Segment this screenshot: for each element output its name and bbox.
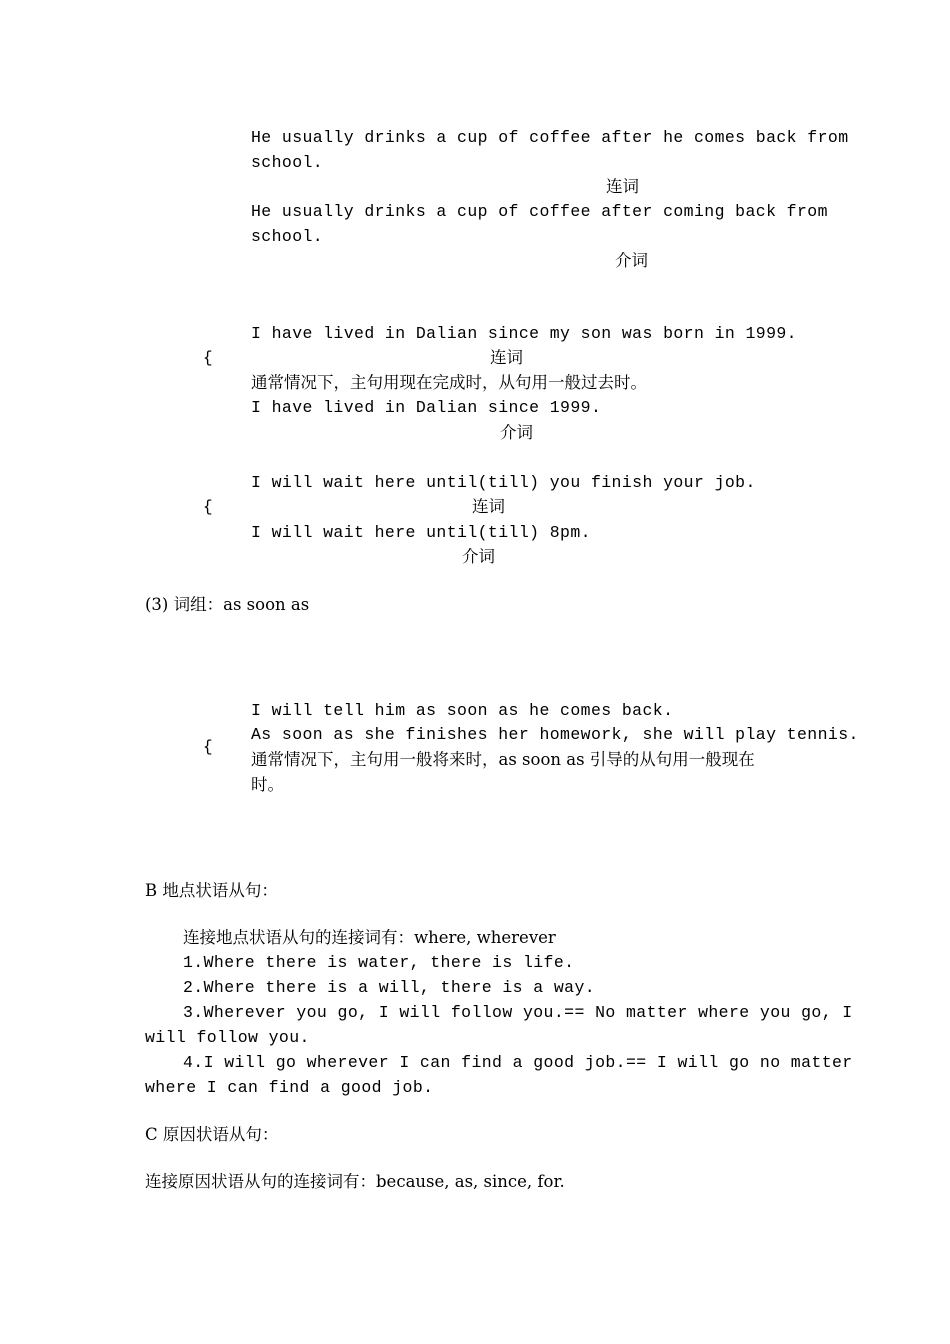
example-sentence: He usually drinks a cup of coffee after coming back from — [251, 202, 828, 221]
list-item: 3.Wherever you go, I will follow you.== No matter where you go, I — [183, 1003, 853, 1022]
example-sentence-continued: school. — [251, 227, 324, 246]
section-heading: (3) 词组：as soon as — [145, 595, 310, 614]
usage-note-continued: 时。 — [251, 775, 284, 794]
conjunction-label: 连词 — [472, 497, 505, 516]
brace: { — [203, 738, 213, 756]
list-item: 1.Where there is water, there is life. — [183, 953, 575, 972]
example-sentence: As soon as she finishes her homework, she will play tennis. — [251, 725, 859, 744]
preposition-label: 介词 — [500, 423, 533, 442]
example-sentence: I will tell him as soon as he comes back. — [251, 701, 674, 720]
example-sentence: He usually drinks a cup of coffee after he comes back from — [251, 128, 849, 147]
usage-note: 通常情况下，主句用一般将来时，as soon as 引导的从句用一般现在 — [251, 750, 755, 769]
conjunction-label: 连词 — [490, 348, 523, 367]
example-sentence: I will wait here until(till) 8pm. — [251, 523, 591, 542]
list-item: 2.Where there is a will, there is a way. — [183, 978, 596, 997]
list-item-continued: where I can find a good job. — [145, 1078, 434, 1097]
brace: { — [203, 498, 213, 516]
section-heading: C 原因状语从句： — [145, 1125, 279, 1144]
example-sentence: I have lived in Dalian since 1999. — [251, 398, 602, 417]
section-heading: B 地点状语从句： — [145, 881, 278, 900]
usage-note: 通常情况下，主句用现在完成时，从句用一般过去时。 — [251, 373, 647, 392]
preposition-label: 介词 — [615, 251, 648, 270]
preposition-label: 介词 — [462, 547, 495, 566]
section-intro: 连接原因状语从句的连接词有：because, as, since, for. — [145, 1172, 565, 1191]
example-sentence-continued: school. — [251, 153, 324, 172]
example-sentence: I have lived in Dalian since my son was born in 1999. — [251, 324, 797, 343]
conjunction-label: 连词 — [606, 177, 639, 196]
example-sentence: I will wait here until(till) you finish your job. — [251, 473, 756, 492]
list-item: 4.I will go wherever I can find a good job.== I will go no matter — [183, 1053, 853, 1072]
list-item-continued: will follow you. — [145, 1028, 310, 1047]
brace: { — [203, 349, 213, 367]
section-intro: 连接地点状语从句的连接词有：where, wherever — [183, 928, 556, 947]
